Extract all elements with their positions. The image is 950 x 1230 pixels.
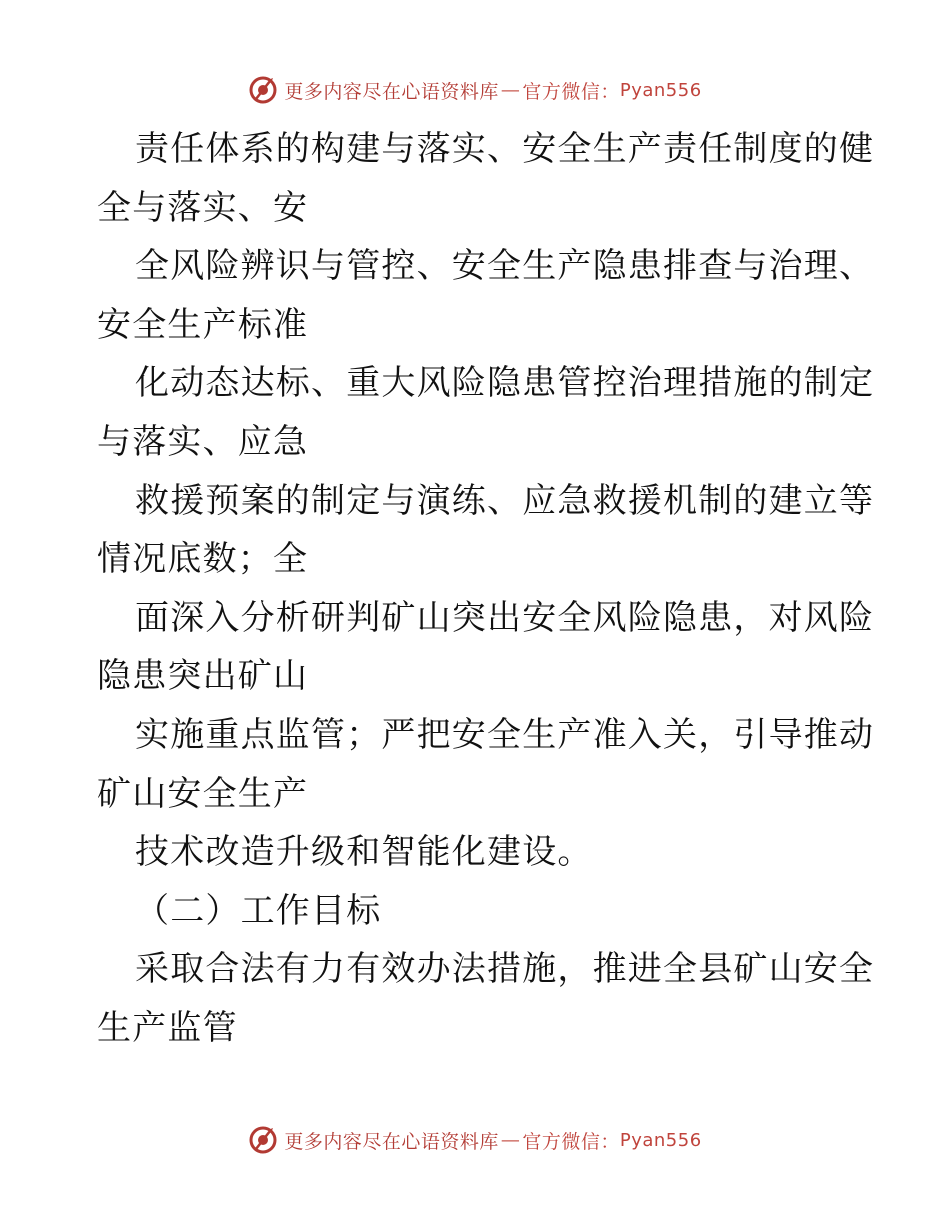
text-line: 与落实、应急 [97,421,309,462]
text-line: 情况底数；全 [97,539,309,580]
watermark-official-label: 官方微信： [522,80,620,103]
text-line: 安全生产标准 [97,304,309,345]
logo-icon [248,75,278,105]
text-line: 化动态达标、重大风险隐患管控治理措施的制定 [135,363,875,404]
text-line: 实施重点监管；严把安全生产准入关，引导推动 [135,714,875,755]
text-line: 隐患突出矿山 [97,656,309,697]
text-line: 全风险辨识与管控、安全生产隐患排查与治理、 [135,246,875,287]
text-line: 全与落实、安 [97,187,309,228]
watermark-main-text: 更多内容尽在心语资料库 [284,80,499,103]
watermark-dash: — [500,1129,521,1151]
text-line: 面深入分析研判矿山突出安全风险隐患，对风险 [135,597,875,638]
watermark-official-label: 官方微信： [522,1130,620,1153]
text-line: 技术改造升级和智能化建设。 [135,832,593,873]
logo-icon [248,1125,278,1155]
watermark-dash: — [500,79,521,101]
document-body [97,120,875,1058]
watermark-main-text: 更多内容尽在心语资料库 [284,1130,499,1153]
text-line: 责任体系的构建与落实、安全生产责任制度的健 [135,129,875,169]
watermark-wechat-id: Pyan556 [619,79,702,101]
text-line: 生产监管 [97,1007,238,1048]
section-heading: （二）工作目标 [135,890,382,931]
watermark-wechat-id: Pyan556 [619,1129,702,1151]
text-line: 矿山安全生产 [97,773,309,814]
watermark-header [0,70,950,110]
watermark-footer [0,1120,950,1160]
text-line: 采取合法有力有效办法措施，推进全县矿山安全 [135,949,875,990]
text-line: 救援预案的制定与演练、应急救援机制的建立等 [135,480,875,521]
